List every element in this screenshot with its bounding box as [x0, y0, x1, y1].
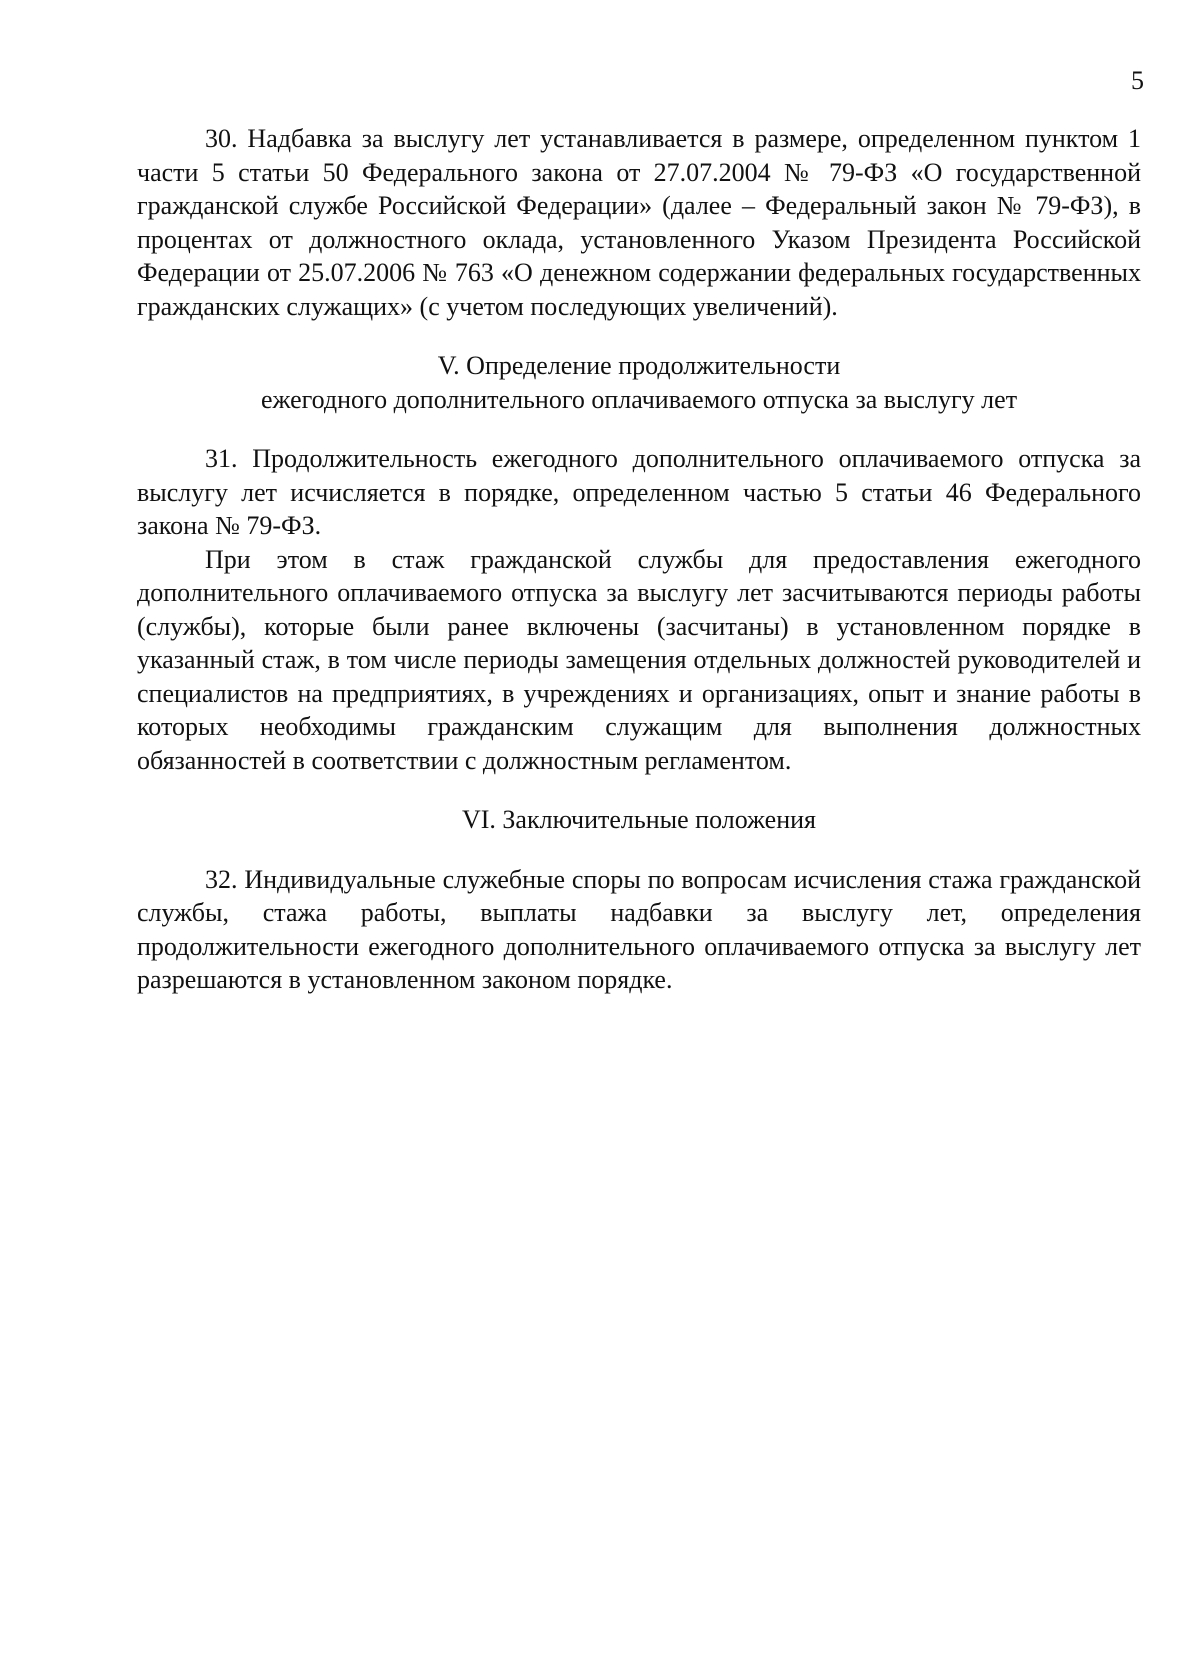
section-v-title-line-1: V. Определение продолжительности: [437, 351, 841, 380]
section-vi-title: VI. Заключительные положения: [461, 805, 817, 834]
document-body: [137, 122, 1141, 997]
section-v-heading: [137, 349, 1141, 416]
paragraph-30: 30. Надбавка за выслугу лет устанавливается в размере, определенном пунктом 1 части 5 статьи 50 Федерального закона от 27.07.2004 № 79-ФЗ «О государственной гражданской службе Российской Федерации» (далее – Федеральный закон № 79-ФЗ), в процентах от должностного оклада, установленного Указом Президента Российской Федерации от 25.07.2006 № 763 «О денежном содержании федеральных государственных гражданских служащих» (с учетом последующих увеличений).: [137, 124, 1141, 321]
paragraph-32: 32. Индивидуальные служебные споры по вопросам исчисления стажа гражданской службы, стажа работы, выплаты надбавки за выслугу лет, определения продолжительности ежегодного дополнительного оплачиваемого отпуска за выслугу лет разрешаются в установленном законом порядке.: [137, 864, 1141, 994]
section-v-title-line-2: ежегодного дополнительного оплачиваемого отпуска за выслугу лет: [260, 384, 1018, 414]
paragraph-31: 31. Продолжительность ежегодного дополнительного оплачиваемого отпуска за выслугу лет исчисляется в порядке, определенном частью 5 статьи 46 Федерального закона № 79-ФЗ.: [137, 444, 1141, 540]
page-number: 5: [1131, 66, 1144, 95]
paragraph-31-continuation: При этом в стаж гражданской службы для предоставления ежегодного дополнительного оплачиваемого отпуска за выслугу лет засчитываются периоды работы (службы), которые были ранее включены (засчитаны) в установленном порядке в указанный стаж, в том числе периоды замещения отдельных должностей руководителей и специалистов на предприятиях, в учреждениях и организациях, опыт и знание работы в которых необходимы гражданским служащим для выполнения должностных обязанностей в соответствии с должностным регламентом.: [137, 544, 1141, 775]
